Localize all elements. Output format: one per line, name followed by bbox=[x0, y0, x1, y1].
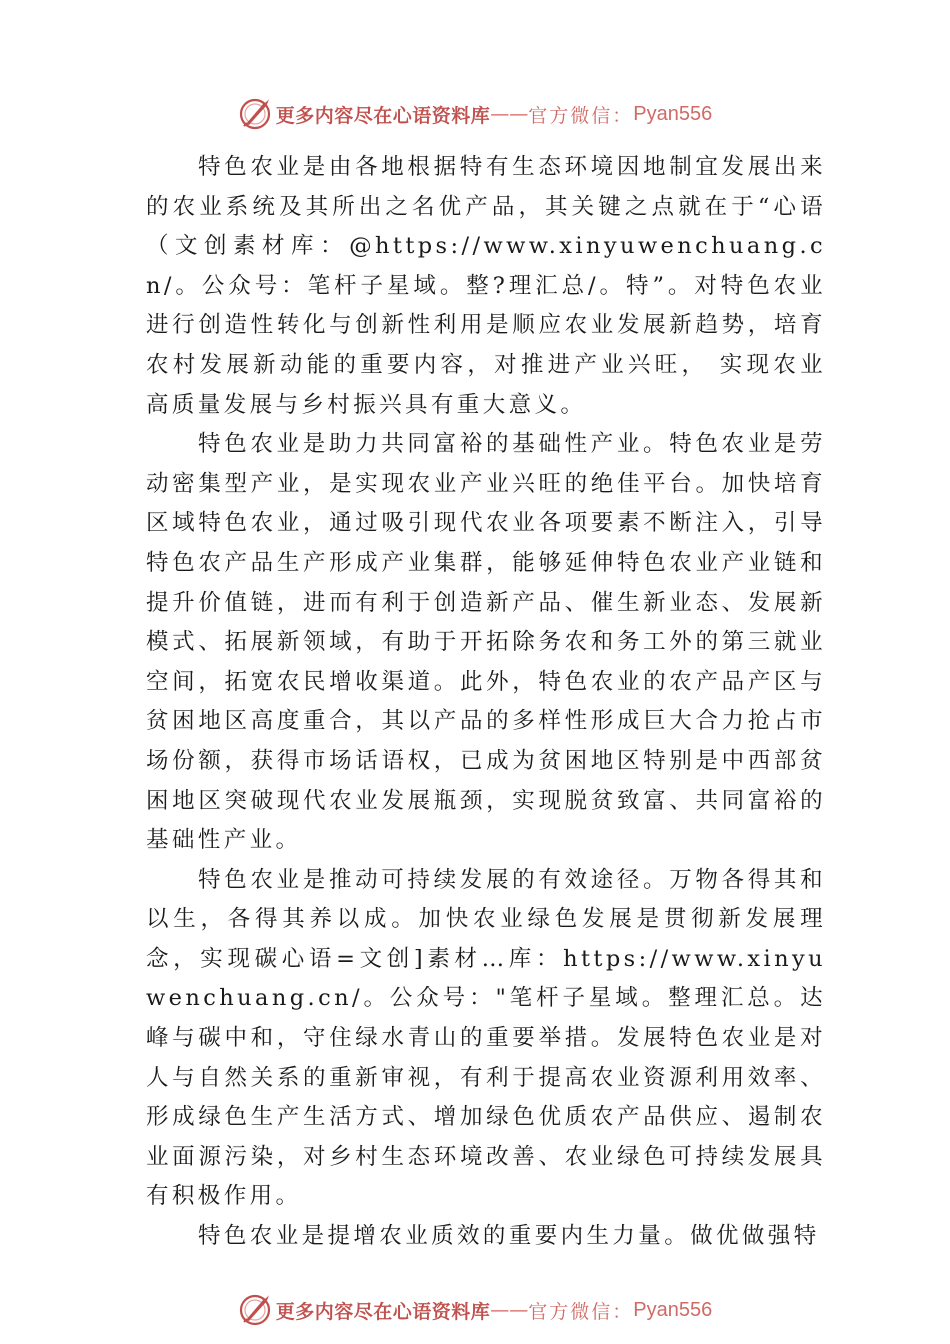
footer-banner bbox=[0, 1290, 950, 1330]
header-brand-text: 更多内容尽在心语资料库 bbox=[275, 104, 491, 127]
footer-brand-text: 更多内容尽在心语资料库 bbox=[275, 1300, 491, 1323]
footer-dash: —— bbox=[490, 1299, 529, 1321]
footer-wechat-label: 官方微信： bbox=[528, 1300, 634, 1323]
paragraph-3: 特色农业是推动可持续发展的有效途径。万物各得其和以生，各得其养以成。加快农业绿色发展是贯彻新发展理念，实现碳心语=文创]素材…库：https://www.xinyuwenchuang.cn/。公众号："笔杆子星域。整理汇总。达峰与碳中和，守住绿水青山的重要举措。发展特色农业是对人与自然关系的重新审视，有利于提高农业资源利用效率、形成绿色生产生活方式、增加绿色优质农产品供应、遏制农业面源污染，对乡村生态环境改善、农业绿色可持续发展具有积极作用。 bbox=[146, 866, 826, 1210]
document-body bbox=[146, 148, 826, 1257]
paragraph-1: 特色农业是由各地根据特有生态环境因地制宜发展出来的农业系统及其所出之名优产品，其关键之点就在于“心语（文创素材库：@https://www.xinyuwenchuang.cn/。公众号：笔杆子星域。整?理汇总/。特”。对特色农业进行创造性转化与创新性利用是顺应农业发展新趋势，培育农村发展新动能的重要内容，对推进产业兴旺， 实现农业高质量发展与乡村振兴具有重大意义。 bbox=[146, 154, 826, 418]
header-dash: —— bbox=[490, 103, 529, 125]
footer-wechat-id: Pyan556 bbox=[633, 1298, 713, 1321]
header-banner bbox=[0, 94, 950, 134]
header-wechat-id: Pyan556 bbox=[633, 102, 713, 125]
quill-seal-icon bbox=[238, 1293, 272, 1327]
paragraph-4: 特色农业是提增农业质效的重要内生力量。做优做强特 bbox=[198, 1223, 820, 1250]
paragraph-2: 特色农业是助力共同富裕的基础性产业。特色农业是劳动密集型产业，是实现农业产业兴旺的绝佳平台。加快培育区域特色农业，通过吸引现代农业各项要素不断注入，引导特色农产品生产形成产业集群，能够延伸特色农业产业链和提升价值链，进而有利于创造新产品、催生新业态、发展新模式、拓展新领域，有助于开拓除务农和务工外的第三就业空间，拓宽农民增收渠道。此外，特色农业的农产品产区与贫困地区高度重合，其以产品的多样性形成巨大合力抢占市场份额，获得市场话语权，已成为贫困地区特别是中西部贫困地区突破现代农业发展瓶颈，实现脱贫致富、共同富裕的基础性产业。 bbox=[146, 431, 826, 854]
quill-seal-icon bbox=[238, 97, 272, 131]
header-wechat-label: 官方微信： bbox=[528, 104, 634, 127]
